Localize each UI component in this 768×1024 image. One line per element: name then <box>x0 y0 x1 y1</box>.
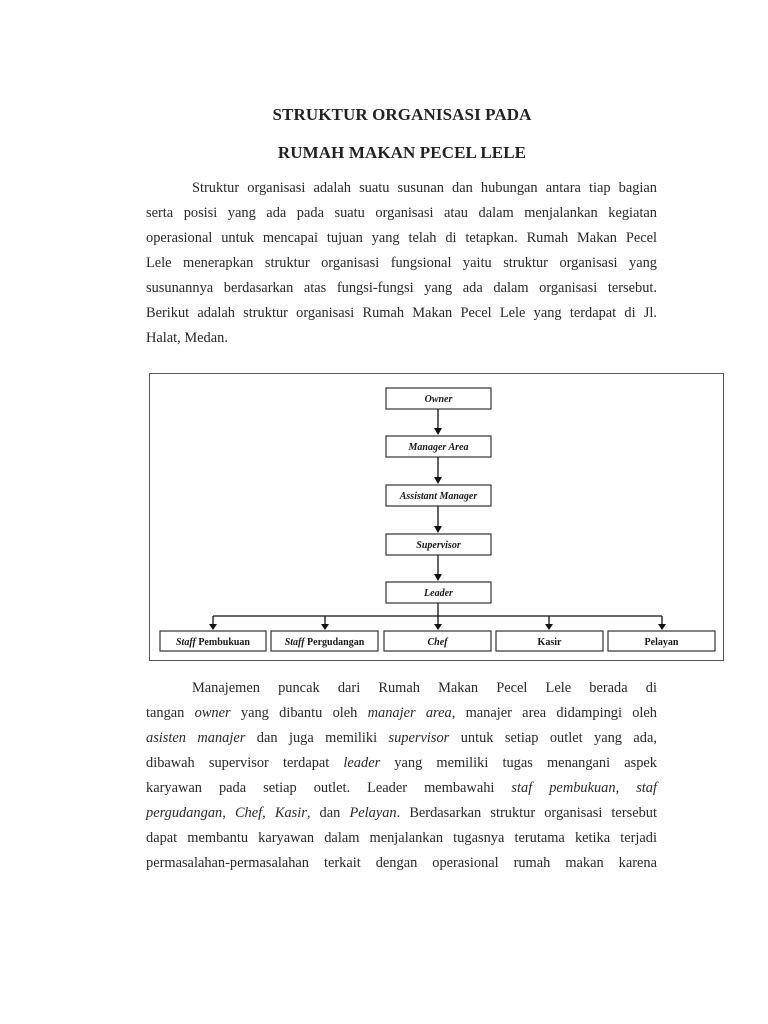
node-assistant-manager <box>386 485 491 506</box>
paragraph-line <box>146 801 657 826</box>
node-pelayan <box>608 631 715 651</box>
paragraph-line <box>146 776 657 801</box>
text-run: yang dibantu oleh <box>230 705 368 721</box>
paragraph-line: serta posisi yang ada pada suatu organisasi atau dalam menjalankan kegiatan <box>146 205 657 221</box>
paragraph-line: Lele menerapkan struktur organisasi fungsional yaitu struktur organisasi yang <box>146 255 657 271</box>
text-run-italic: staf <box>636 780 657 796</box>
node-pelayan-label <box>645 637 679 648</box>
connector-supervisor-leader <box>434 555 442 581</box>
text-run-italic: owner <box>194 705 231 721</box>
paragraph-line: susunannya berdasarkan atas fungsi-fungsi yang ada dalam organisasi tersebut. <box>146 280 657 296</box>
document-title-line2: RUMAH MAKAN PECEL LELE <box>277 143 527 162</box>
node-manager-area-label: Manager Area <box>408 442 469 453</box>
node-kasir <box>496 631 603 651</box>
intro-paragraph <box>146 176 657 351</box>
text-run: , manajer area didampingi oleh <box>451 705 657 721</box>
text-run: tangan <box>146 705 195 721</box>
node-leader <box>386 582 491 603</box>
staff-rest: Kasir <box>537 637 562 648</box>
text-run-italic: supervisor <box>388 730 450 746</box>
node-leader-label: Leader <box>424 588 453 599</box>
document-title-line1: STRUKTUR ORGANISASI PADA <box>272 105 532 124</box>
staff-rest: Pelayan <box>644 637 679 648</box>
text-run-italic: leader <box>343 755 381 771</box>
node-staff-pergudangan-label <box>285 637 365 648</box>
text-run-italic: Chef <box>234 805 263 821</box>
node-owner <box>386 388 491 409</box>
text-run: . Berdasarkan struktur organisasi tersebut <box>396 805 657 821</box>
text-run: yang memiliki tugas menangani aspek <box>380 755 658 771</box>
text-run: , <box>615 780 637 796</box>
node-supervisor <box>386 534 491 555</box>
node-chef-label <box>428 637 450 648</box>
text-run-italic: staf pembukuan <box>511 780 616 796</box>
connector-leader-staff <box>209 603 666 630</box>
text-run-italic: asisten manajer <box>146 730 246 746</box>
node-manager-area <box>386 436 491 457</box>
text-run: karyawan pada setiap outlet. Leader membawahi <box>146 780 512 796</box>
paragraph-line: Halat, Medan. <box>146 330 228 346</box>
paragraph-line <box>146 751 657 776</box>
text-run-italic: Pelayan <box>349 805 397 821</box>
paragraph-line: Struktur organisasi adalah suatu susunan dan hubungan antara tiap bagian <box>192 180 657 196</box>
staff-italic: Staff <box>175 637 196 648</box>
connector-assistant-supervisor <box>434 506 442 533</box>
text-run: , dan <box>306 805 350 821</box>
node-staff-pembukuan <box>160 631 266 651</box>
node-chef <box>384 631 491 651</box>
text-run-italic: pergudangan <box>146 805 223 821</box>
paragraph-line: dapat membantu karyawan dalam menjalankan tugasnya terutama ketika terjadi <box>146 830 657 846</box>
node-staff-pembukuan-label <box>176 637 250 648</box>
text-run-italic: manajer area <box>367 705 452 721</box>
text-run: dibawah supervisor terdapat <box>146 755 344 771</box>
paragraph-line: permasalahan-permasalahan terkait dengan operasional rumah makan karena <box>146 855 657 871</box>
text-run-italic: Kasir <box>274 805 307 821</box>
text-run: , <box>262 805 275 821</box>
paragraph-line: Manajemen puncak dari Rumah Makan Pecel Lele berada di <box>192 680 657 696</box>
text-run: , <box>222 805 235 821</box>
paragraph-line <box>146 701 657 726</box>
org-chart-frame <box>149 373 724 661</box>
management-paragraph <box>146 676 657 876</box>
node-assistant-manager-label: Assistant Manager <box>399 491 478 502</box>
node-owner-label: Owner <box>424 394 453 405</box>
text-run: dan juga memiliki <box>245 730 389 746</box>
staff-rest: Pembukuan <box>195 637 251 648</box>
node-kasir-label <box>538 637 562 648</box>
paragraph-line: operasional untuk mencapai tujuan yang telah di tetapkan. Rumah Makan Pecel <box>146 230 657 246</box>
paragraph-line: Berikut adalah struktur organisasi Rumah Makan Pecel Lele yang terdapat di Jl. <box>146 305 657 321</box>
node-staff-pergudangan <box>271 631 378 651</box>
staff-rest: Pergudangan <box>304 637 365 648</box>
staff-italic: Staff <box>284 637 305 648</box>
text-run: untuk setiap outlet yang ada, <box>449 730 657 746</box>
connector-owner-manager <box>434 409 442 435</box>
org-chart <box>150 374 725 662</box>
staff-italic: Chef <box>427 637 448 648</box>
node-supervisor-label: Supervisor <box>416 540 461 551</box>
connector-manager-assistant <box>434 457 442 484</box>
paragraph-line <box>146 726 657 751</box>
